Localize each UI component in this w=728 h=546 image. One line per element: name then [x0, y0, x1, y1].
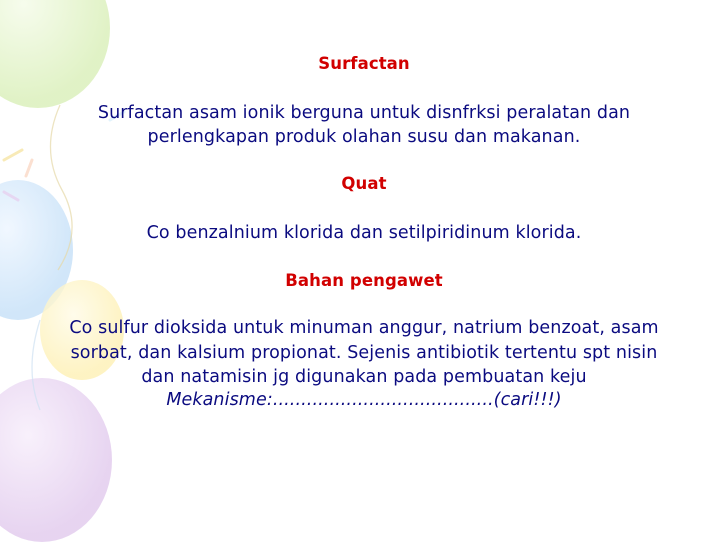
heading-bahan-pengawet: Bahan pengawet	[285, 271, 443, 290]
paragraph-pengawet-line-1: Co sulfur dioksida untuk minuman anggur, natrium benzoat, asam	[69, 318, 659, 338]
paragraph-quat: Co benzalnium klorida dan setilpiridinum klorida.	[146, 223, 582, 243]
paragraph-surfactan-line-2: perlengkapan produk olahan susu dan makanan.	[147, 127, 581, 147]
mechanism-line: Mekanisme:.......................................(cari!!!)	[166, 390, 562, 410]
heading-surfactan: Surfactan	[318, 54, 410, 73]
paragraph-pengawet-line-2: sorbat, dan kalsium propionat. Sejenis antibiotik tertentu spt nisin	[70, 343, 658, 363]
paragraph-pengawet-line-3: dan natamisin jg digunakan pada pembuatan keju	[141, 367, 587, 387]
paragraph-surfactan-line-1: Surfactan asam ionik berguna untuk disnfrksi peralatan dan	[97, 103, 631, 123]
heading-quat: Quat	[341, 174, 387, 193]
